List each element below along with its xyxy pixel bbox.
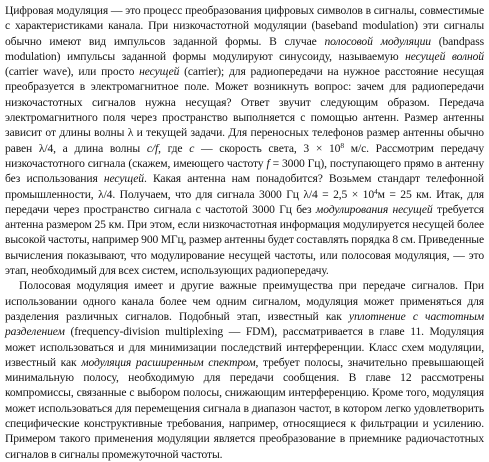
- paragraph-digital-modulation: [5, 3, 484, 278]
- text-run: , требует полосы, значительно превышающей минимальную полосу, необходимую для передачи сообщения. В главе 12 рассмотрены компромиссы, связанные с выбором полосы, снижающим интерференцию. Кроме того, модуляция может использоваться для перемещения сигнала в диапазон частот, в котором легко удовлетворить специфические конструктивные требования, например, относящиеся к фильтрации и усилению. Примером такого применения модуляции является преобразование в приемнике радиочастотных сигналов в сигналы промежуточной частоты.: [5, 355, 484, 461]
- text-run: , где: [158, 141, 190, 155]
- text-run: Цифровая модуляция — это процесс преобразования цифровых символов в сигналы, совместимые с характеристиками канала. При низкочастотной модуляции (baseband modulation) эти сигналы обычно имеют вид импульсов заданной формы. В случае: [5, 4, 484, 48]
- text-run: (bandpass modulation) импульсы заданной формы модулируют синусоиду, называемую: [5, 34, 484, 63]
- text-run: . Какая антенна нам понадобится? Возьмем стандарт телефонной промышленности, λ/4. Получаем, что для сигнала 3000 Гц λ/4 = 2,5 × 10: [5, 172, 484, 201]
- text-run: требуется антенна размером 25 км. При этом, если низкочастотная информация модулируется несущей более высокой частоты, например 900 МГц, размер антенны будет составлять порядка 8 см. Приведенные вычисления показывают, что модулирование несущей частоты, или полосовая модуляция, — это этап, необходимый для всех систем, использующих радиопередачу.: [5, 202, 484, 278]
- text-run: м = 25 км. Итак, для передачи через пространство сигнала с частотой 3000 Гц без: [5, 187, 484, 216]
- italic-term: модуляция расширенным спектром: [81, 355, 256, 369]
- exponent: 8: [340, 140, 344, 150]
- italic-term: f: [266, 156, 270, 170]
- italic-term: полосовой модуляции: [324, 34, 431, 48]
- italic-term: несущей: [103, 172, 144, 186]
- italic-term: уплотнение с частотным разделением: [5, 309, 484, 339]
- text-run: Полосовая модуляция имеет и другие важные преимущества при передаче сигналов. При использовании одного канала более чем одним сигналом, модуляция может применяться для разделения различных сигналов. Подобный этап, известный как: [5, 279, 484, 323]
- text-run: (carrier); для радиопередачи на нужное расстояние несущая преобразуется в электромагнитное поле. Может возникнуть вопрос: зачем для радиопередачи низкочастотных сигналов нужна несущая? Ответ звучит следующим образом. Передача электромагнитного поля через пространство выполняется с помощью антенн. Размер антенны зависит от длины волны λ и текущей задачи. Для переносных телефонов размер антенны обычно равен λ/4, а длина волны: [5, 65, 484, 155]
- text-run: — скорость света, 3 × 10: [194, 141, 341, 155]
- text-run: = 3000 Гц), поступающего прямо в антенну без использования: [5, 156, 484, 186]
- text-run: (carrier wave), или просто: [5, 65, 140, 79]
- text-run: (frequency-division multiplexing — FDM), рассматривается в главе 11. Модуляция может использоваться и для минимизации последствий интерференции. Класс схем модуляции, известный как: [5, 325, 484, 369]
- italic-term: несущей: [139, 65, 180, 79]
- text-run: м/с. Рассмотрим передачу низкочастотного сигнала (скажем, имеющего частоту: [5, 141, 484, 170]
- exponent: 4: [374, 186, 378, 196]
- italic-term: модулирования несущей: [315, 202, 433, 216]
- paragraph-bandpass-advantages: [5, 278, 484, 462]
- italic-term: несущей волной: [405, 49, 484, 63]
- italic-term: c: [189, 141, 195, 155]
- italic-term: c/f: [146, 141, 159, 155]
